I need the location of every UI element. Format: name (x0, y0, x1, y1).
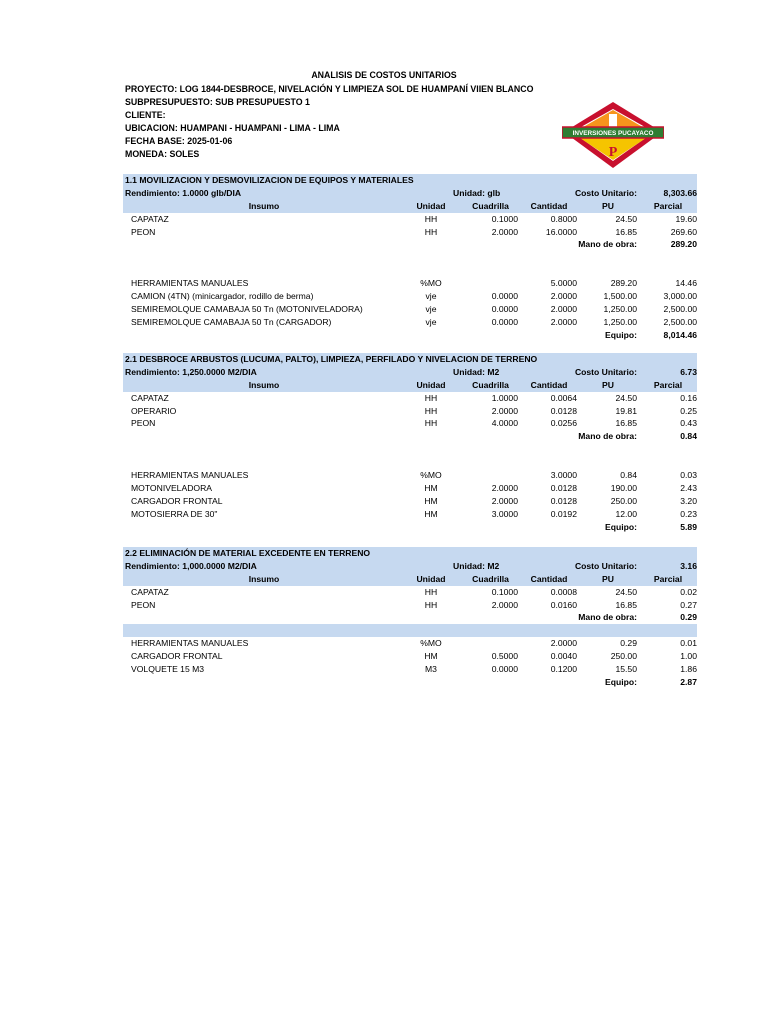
equipo-total-row (123, 676, 697, 689)
cost-analysis-section (123, 353, 697, 533)
cost-analysis-section (123, 174, 697, 342)
cantidad-cell: 0.0128 (550, 495, 577, 506)
parcial-cell: 2,500.00 (663, 316, 697, 327)
cantidad-cell: 16.0000 (545, 226, 577, 237)
equipo-label: Equipo: (605, 329, 637, 340)
cuadrilla-cell: 2.0000 (491, 495, 518, 506)
pu-cell: 24.50 (615, 586, 637, 597)
unidad-label: Unidad: M2 (453, 366, 500, 377)
table-row (123, 290, 697, 303)
logo-text: INVERSIONES PUCAYACO (572, 130, 654, 137)
insumo-cell: VOLQUETE 15 M3 (131, 664, 205, 675)
table-row (123, 663, 697, 676)
column-header-row (123, 573, 697, 586)
equipo-total-row (123, 521, 697, 534)
pu-cell: 0.29 (620, 638, 637, 649)
cuadrilla-cell: 0.1000 (491, 213, 518, 224)
parcial-cell: 0.23 (680, 508, 697, 519)
mano-de-obra-total-row (123, 611, 697, 624)
section-title-row (123, 547, 697, 560)
logo-p-letter: P (608, 145, 618, 160)
insumo-cell: CAPATAZ (131, 586, 169, 597)
parcial-cell: 19.60 (675, 213, 697, 224)
costo-unitario-label: Costo Unitario: (574, 560, 637, 571)
column-header-row (123, 379, 697, 392)
table-row (123, 226, 697, 239)
insumo-cell: CARGADOR FRONTAL (131, 495, 223, 506)
parcial-cell: 0.03 (680, 470, 697, 481)
unidad-header: Unidad (416, 379, 446, 390)
table-row (123, 586, 697, 599)
cuadrilla-cell: 0.0000 (491, 303, 518, 314)
table-row (123, 469, 697, 482)
unidad-cell: M3 (425, 664, 437, 675)
insumo-cell: PEON (131, 226, 156, 237)
costo-unitario-value: 8,303.66 (663, 187, 697, 198)
separator-band (123, 624, 697, 637)
unidad-header: Unidad (416, 200, 446, 211)
equipo-total-row (123, 329, 697, 342)
pu-cell: 289.20 (610, 278, 637, 289)
cantidad-cell: 0.8000 (550, 213, 577, 224)
unidad-cell: HM (424, 651, 438, 662)
equipo-label: Equipo: (605, 521, 637, 532)
cantidad-header: Cantidad (530, 200, 568, 211)
equipo-total: 5.89 (680, 521, 697, 532)
pu-cell: 1,500.00 (603, 291, 637, 302)
parcial-cell: 3,000.00 (663, 291, 697, 302)
table-row (123, 508, 697, 521)
equipo-total: 8,014.46 (663, 329, 697, 340)
cuadrilla-header: Cuadrilla (472, 200, 509, 211)
table-row (123, 417, 697, 430)
ubicacion-line: UBICACION: HUAMPANI - HUAMPANI - LIMA - LIMA (125, 123, 340, 133)
parcial-header: Parcial (653, 200, 683, 211)
table-row (123, 277, 697, 290)
cuadrilla-cell: 2.0000 (491, 226, 518, 237)
cantidad-cell: 0.0256 (550, 418, 577, 429)
parcial-cell: 269.60 (670, 226, 697, 237)
insumo-cell: PEON (131, 418, 156, 429)
pu-header: PU (602, 379, 614, 390)
pu-cell: 250.00 (610, 495, 637, 506)
cuadrilla-cell: 1.0000 (491, 392, 518, 403)
table-row (123, 599, 697, 612)
cuadrilla-header: Cuadrilla (472, 573, 509, 584)
cantidad-cell: 2.0000 (550, 303, 577, 314)
parcial-cell: 0.01 (680, 638, 697, 649)
costo-unitario-value: 6.73 (680, 366, 697, 377)
table-row (123, 392, 697, 405)
mano-de-obra-total: 0.29 (680, 612, 697, 623)
cuadrilla-cell: 4.0000 (491, 418, 518, 429)
unidad-cell: HH (424, 586, 438, 597)
insumo-cell: SEMIREMOLQUE CAMABAJA 50 Tn (CARGADOR) (131, 316, 332, 327)
cantidad-header: Cantidad (530, 379, 568, 390)
unidad-cell: HH (424, 599, 438, 610)
parcial-cell: 3.20 (680, 495, 697, 506)
parcial-cell: 0.43 (680, 418, 697, 429)
parcial-cell: 0.25 (680, 405, 697, 416)
fecha-line: FECHA BASE: 2025-01-06 (125, 136, 233, 146)
parcial-cell: 2.43 (680, 482, 697, 493)
mano-de-obra-total-row (123, 238, 697, 251)
unidad-cell: HM (424, 508, 438, 519)
pu-cell: 12.00 (615, 508, 637, 519)
mano-de-obra-total-row (123, 430, 697, 443)
insumo-cell: PEON (131, 599, 156, 610)
cuadrilla-cell: 2.0000 (491, 599, 518, 610)
document-title: ANALISIS DE COSTOS UNITARIOS (311, 70, 457, 80)
parcial-cell: 1.00 (680, 651, 697, 662)
cuadrilla-cell: 0.0000 (491, 291, 518, 302)
unidad-header: Unidad (416, 573, 446, 584)
section-title: 2.2 ELIMINACIÓN DE MATERIAL EXCEDENTE EN TERRENO (125, 548, 371, 558)
insumo-cell: HERRAMIENTAS MANUALES (131, 638, 249, 649)
unidad-cell: %MO (420, 638, 442, 649)
subpresupuesto-line: SUBPRESUPUESTO: SUB PRESUPUESTO 1 (125, 97, 310, 107)
unidad-cell: HH (424, 213, 438, 224)
equipo-total: 2.87 (680, 676, 697, 687)
table-row (123, 316, 697, 329)
costo-unitario-label: Costo Unitario: (574, 366, 637, 377)
unidad-cell: vje (425, 291, 437, 302)
mano-de-obra-label: Mano de obra: (578, 239, 637, 250)
insumo-header: Insumo (248, 379, 280, 390)
cuadrilla-cell: 0.0000 (491, 664, 518, 675)
unidad-label: Unidad: glb (453, 187, 501, 198)
cliente-line: CLIENTE: (125, 110, 166, 120)
cantidad-cell: 0.0008 (550, 586, 577, 597)
pu-cell: 19.81 (615, 405, 637, 416)
insumo-cell: MOTONIVELADORA (131, 482, 213, 493)
pu-cell: 16.85 (615, 226, 637, 237)
pu-header: PU (602, 573, 614, 584)
unidad-cell: HM (424, 495, 438, 506)
insumo-header: Insumo (248, 573, 280, 584)
cantidad-cell: 0.0160 (550, 599, 577, 610)
mano-de-obra-total: 289.20 (670, 239, 697, 250)
pu-cell: 24.50 (615, 213, 637, 224)
company-logo (562, 100, 664, 170)
cost-analysis-section (123, 547, 697, 689)
column-header-row (123, 200, 697, 213)
table-row (123, 650, 697, 663)
cuadrilla-cell: 3.0000 (491, 508, 518, 519)
parcial-header: Parcial (653, 379, 683, 390)
costo-unitario-value: 3.16 (680, 560, 697, 571)
section-title: 1.1 MOVILIZACION Y DESMOVILIZACION DE EQUIPOS Y MATERIALES (125, 175, 414, 185)
insumo-cell: MOTOSIERRA DE 30" (131, 508, 218, 519)
section-title: 2.1 DESBROCE ARBUSTOS (LUCUMA, PALTO), LIMPIEZA, PERFILADO Y NIVELACION DE TERRENO (125, 354, 538, 364)
cantidad-cell: 0.0064 (550, 392, 577, 403)
cantidad-header: Cantidad (530, 573, 568, 584)
cantidad-cell: 2.0000 (550, 316, 577, 327)
insumo-cell: SEMIREMOLQUE CAMABAJA 50 Tn (MOTONIVELADORA) (131, 303, 363, 314)
cantidad-cell: 2.0000 (550, 291, 577, 302)
equipo-label: Equipo: (605, 676, 637, 687)
unidad-cell: vje (425, 316, 437, 327)
insumo-header: Insumo (248, 200, 280, 211)
unidad-cell: HH (424, 392, 438, 403)
parcial-cell: 0.27 (680, 599, 697, 610)
cantidad-cell: 0.0192 (550, 508, 577, 519)
pu-header: PU (602, 200, 614, 211)
insumo-cell: CAPATAZ (131, 213, 169, 224)
insumo-cell: HERRAMIENTAS MANUALES (131, 278, 249, 289)
parcial-cell: 2,500.00 (663, 303, 697, 314)
unidad-cell: vje (425, 303, 437, 314)
parcial-cell: 0.02 (680, 586, 697, 597)
mano-de-obra-label: Mano de obra: (578, 612, 637, 623)
mano-de-obra-total: 0.84 (680, 431, 697, 442)
cantidad-cell: 2.0000 (550, 638, 577, 649)
unidad-cell: %MO (420, 278, 442, 289)
costo-unitario-label: Costo Unitario: (574, 187, 637, 198)
cuadrilla-cell: 0.5000 (491, 651, 518, 662)
section-title-row (123, 174, 697, 187)
cantidad-cell: 0.1200 (550, 664, 577, 675)
section-title-row (123, 353, 697, 366)
rendimiento-row (123, 560, 697, 573)
pu-cell: 1,250.00 (603, 316, 637, 327)
parcial-cell: 0.16 (680, 392, 697, 403)
unidad-cell: HM (424, 482, 438, 493)
insumo-cell: HERRAMIENTAS MANUALES (131, 470, 249, 481)
unidad-cell: %MO (420, 470, 442, 481)
project-line: PROYECTO: LOG 1844-DESBROCE, NIVELACIÓN Y LIMPIEZA SOL DE HUAMPANÍ VIIEN BLANCO (125, 84, 534, 94)
pu-cell: 1,250.00 (603, 303, 637, 314)
cuadrilla-cell: 0.0000 (491, 316, 518, 327)
rendimiento-label: Rendimiento: 1.0000 glb/DIA (125, 187, 242, 198)
unidad-cell: HH (424, 226, 438, 237)
cuadrilla-cell: 2.0000 (491, 405, 518, 416)
cuadrilla-cell: 2.0000 (491, 482, 518, 493)
rendimiento-label: Rendimiento: 1,250.0000 M2/DIA (125, 366, 257, 377)
pu-cell: 250.00 (610, 651, 637, 662)
cantidad-cell: 0.0128 (550, 482, 577, 493)
unidad-label: Unidad: M2 (453, 560, 500, 571)
rendimiento-row (123, 366, 697, 379)
insumo-cell: CARGADOR FRONTAL (131, 651, 223, 662)
table-row (123, 482, 697, 495)
table-row (123, 303, 697, 316)
cuadrilla-header: Cuadrilla (472, 379, 509, 390)
table-row (123, 637, 697, 650)
insumo-cell: CAPATAZ (131, 392, 169, 403)
pu-cell: 24.50 (615, 392, 637, 403)
cantidad-cell: 3.0000 (550, 470, 577, 481)
cantidad-cell: 0.0128 (550, 405, 577, 416)
parcial-header: Parcial (653, 573, 683, 584)
moneda-line: MONEDA: SOLES (125, 149, 200, 159)
pu-cell: 15.50 (615, 664, 637, 675)
table-row (123, 405, 697, 418)
insumo-cell: OPERARIO (131, 405, 177, 416)
parcial-cell: 1.86 (680, 664, 697, 675)
pu-cell: 190.00 (610, 482, 637, 493)
table-row (123, 495, 697, 508)
unidad-cell: HH (424, 418, 438, 429)
unidad-cell: HH (424, 405, 438, 416)
insumo-cell: CAMION (4TN) (minicargador, rodillo de berma) (131, 291, 314, 302)
table-row (123, 213, 697, 226)
cuadrilla-cell: 0.1000 (491, 586, 518, 597)
mano-de-obra-label: Mano de obra: (578, 431, 637, 442)
rendimiento-label: Rendimiento: 1,000.0000 M2/DIA (125, 560, 257, 571)
cantidad-cell: 0.0040 (550, 651, 577, 662)
cantidad-cell: 5.0000 (550, 278, 577, 289)
pu-cell: 0.84 (620, 470, 637, 481)
pu-cell: 16.85 (615, 599, 637, 610)
rendimiento-row (123, 187, 697, 200)
parcial-cell: 14.46 (675, 278, 697, 289)
pu-cell: 16.85 (615, 418, 637, 429)
